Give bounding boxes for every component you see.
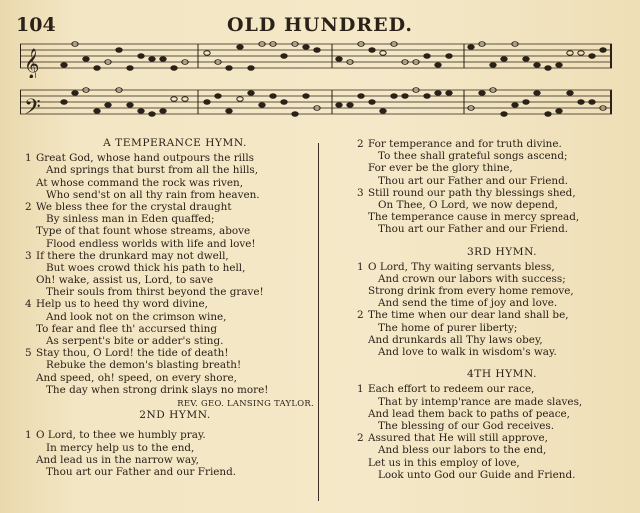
verse-text: And look not on the crimson wine, [46, 310, 227, 323]
verse-text: For temperance and for truth divine. [368, 138, 562, 150]
verse-text: Strong drink from every home remove, [368, 285, 574, 298]
verse-text: And send the time of joy and love. [378, 297, 558, 310]
verse-line [368, 223, 636, 235]
note-head [402, 94, 408, 99]
stanza-number: 5 [25, 347, 32, 360]
third-hymn-heading: 3RD HYMN. [466, 245, 538, 258]
note-head [127, 66, 133, 71]
note-head [567, 51, 573, 56]
note-head [149, 57, 155, 62]
fourth-hymn-stanzas [357, 383, 636, 481]
verse-text: Their souls from thirst beyond the grave! [46, 286, 264, 299]
verse-text: Rebuke the demon's blasting breath! [46, 359, 242, 372]
note-head [534, 63, 540, 68]
note-head [358, 94, 364, 99]
note-head [501, 112, 507, 117]
verse-line [368, 420, 636, 432]
verse-line [25, 200, 314, 213]
note-head [380, 51, 386, 56]
verse-text: Look unto God our Guide and Friend. [378, 468, 576, 481]
note-head [281, 54, 287, 59]
stanza-number: 2 [25, 200, 32, 213]
verse-text: And love to walk in wisdom's way. [378, 346, 557, 359]
note-head [479, 91, 485, 96]
note-head [578, 100, 584, 105]
verse-line [368, 469, 636, 481]
note-head [336, 57, 342, 62]
verse-line [36, 164, 314, 176]
verse-text: And speed, oh! speed, on every shore, [36, 371, 237, 384]
note-head [171, 66, 177, 71]
treble-clef-icon: 𝄞 [24, 49, 40, 78]
verse-line [357, 309, 636, 322]
verse-line [368, 396, 636, 408]
verse-text: By sinless man in Eden quaffed; [46, 213, 215, 226]
verse-line [25, 347, 314, 360]
note-head [424, 94, 430, 99]
note-head [347, 103, 353, 108]
verse-line [368, 211, 636, 223]
verse-line [25, 429, 314, 442]
note-head [303, 45, 309, 50]
note-head [369, 100, 375, 105]
music-staff-lower [20, 84, 612, 124]
note-head [567, 91, 573, 96]
verse-line [357, 186, 636, 199]
verse-line [25, 152, 314, 165]
note-head [61, 100, 67, 105]
note-head [248, 66, 254, 71]
verse-text: Thou art our Father and our Friend. [46, 465, 237, 478]
note-head [435, 91, 441, 96]
note-head [534, 91, 540, 96]
stanza-number: 3 [357, 186, 364, 199]
verse-text: The blessing of our God receives. [378, 419, 555, 432]
verse-line [36, 177, 314, 189]
note-head [292, 112, 298, 117]
verse-line [368, 162, 636, 174]
note-head [468, 45, 474, 50]
stanza-number: 1 [25, 152, 32, 165]
verse-text: Thou art our Father and our Friend. [378, 223, 569, 236]
verse-text: And drunkards all Thy laws obey, [368, 333, 543, 346]
verse-text: Help us to heed thy word divine, [36, 298, 208, 311]
verse-line [25, 298, 314, 311]
note-head [336, 103, 342, 108]
note-head [237, 45, 243, 50]
fourth-hymn-heading: 4TH HYMN. [467, 368, 537, 381]
note-head [226, 109, 232, 114]
verse-line [357, 138, 636, 150]
second-hymn-heading: 2ND HYMN. [139, 409, 211, 422]
verse-text: But woes crowd thick his path to hell, [46, 261, 246, 274]
verse-line [36, 454, 314, 466]
verse-line [36, 274, 314, 286]
note-head [314, 48, 320, 53]
verse-line [36, 442, 314, 454]
verse-text: The day when strong drink slays no more! [46, 383, 269, 396]
page-number: 104 [16, 14, 56, 36]
note-head [94, 109, 100, 114]
left-stanzas [25, 152, 314, 396]
verse-line [36, 286, 314, 298]
note-head [545, 66, 551, 71]
note-head [281, 100, 287, 105]
hymn-heading: A TEMPERANCE HYMN. [103, 137, 247, 149]
stanza-number: 3 [25, 249, 32, 262]
left-column [25, 137, 314, 478]
verse-line [36, 466, 314, 478]
stanza-number: 2 [357, 432, 364, 445]
verse-line [368, 285, 636, 297]
note-head [435, 63, 441, 68]
note-head [589, 100, 595, 105]
verse-line [36, 384, 314, 396]
verse-line [357, 383, 636, 396]
verse-line [36, 372, 314, 384]
verse-line [368, 199, 636, 211]
verse-line [25, 249, 314, 262]
note-head [501, 57, 507, 62]
note-head [204, 51, 210, 56]
stanza-number: 1 [25, 429, 32, 442]
verse-text: And crown our labors with success; [378, 272, 566, 285]
verse-text: Thou art our Father and our Friend. [378, 174, 569, 187]
verse-text: To thee shall grateful songs ascend; [378, 150, 568, 163]
verse-text: Great God, whose hand outpours the rills [36, 152, 254, 165]
note-head [160, 109, 166, 114]
note-head [204, 100, 210, 105]
note-head [523, 57, 529, 62]
verse-text: And lead us in the narrow way, [36, 453, 199, 466]
verse-text: The time when our dear land shall be, [368, 309, 569, 322]
verse-line [36, 311, 314, 323]
note-head [380, 109, 386, 114]
verse-line [368, 322, 636, 334]
note-head [105, 103, 111, 108]
stanza-number: 1 [357, 260, 364, 273]
verse-text: Flood endless worlds with life and love! [46, 237, 256, 250]
note-head [248, 91, 254, 96]
verse-line [36, 225, 314, 237]
note-head [83, 57, 89, 62]
verse-text: That by intemp'rance are made slaves, [378, 395, 583, 408]
verse-text: On Thee, O Lord, we now depend, [378, 198, 558, 211]
page-title: OLD HUNDRED. [226, 14, 414, 36]
note-head [446, 54, 452, 59]
verse-line [368, 346, 636, 358]
note-head [512, 103, 518, 108]
note-head [72, 91, 78, 96]
verse-line [36, 262, 314, 274]
note-head [545, 112, 551, 117]
verse-line [357, 260, 636, 273]
stanza-number: 1 [357, 383, 364, 396]
verse-line [36, 359, 314, 371]
verse-text: Type of that fount whose streams, above [36, 225, 251, 238]
verse-line [368, 457, 636, 469]
note-head [138, 109, 144, 114]
note-head [556, 109, 562, 114]
note-head [182, 97, 188, 102]
verse-text: To fear and flee th' accursed thing [36, 322, 218, 335]
bass-clef-icon: 𝄢 [24, 95, 41, 124]
note-head [556, 63, 562, 68]
verse-text: Assured that He will still approve, [368, 432, 548, 445]
note-head [424, 54, 430, 59]
verse-text: If there the drunkard may not dwell, [36, 249, 229, 262]
verse-text: Stay thou, O Lord! the tide of death! [36, 347, 229, 360]
right-column [357, 138, 636, 481]
verse-line [357, 432, 636, 445]
verse-line [368, 273, 636, 285]
verse-text: Who send'st on all thy rain from heaven. [46, 188, 260, 201]
verse-line [368, 150, 636, 162]
stanza-number: 2 [357, 309, 364, 322]
third-hymn-stanzas [357, 260, 636, 359]
note-head [237, 97, 243, 102]
verse-text: Oh! wake, assist us, Lord, to save [36, 274, 214, 287]
verse-text: The temperance cause in mercy spread, [368, 211, 580, 224]
music-notation-upper [20, 38, 612, 78]
verse-line [368, 444, 636, 456]
note-head [600, 48, 606, 53]
note-head [94, 66, 100, 71]
note-head [523, 100, 529, 105]
verse-text: O Lord, to thee we humbly pray. [36, 429, 206, 442]
note-head [578, 51, 584, 56]
verse-text: Let us in this employ of love, [368, 456, 520, 469]
verse-text: And bless our labors to the end, [378, 444, 547, 457]
verse-text: As serpent's bite or adder's sting. [46, 335, 224, 348]
note-head [116, 48, 122, 53]
note-head [226, 66, 232, 71]
verse-text: We bless thee for the crystal draught [36, 200, 232, 213]
note-head [160, 57, 166, 62]
note-head [149, 112, 155, 117]
verse-line [368, 175, 636, 187]
verse-line [36, 335, 314, 347]
column-divider [318, 143, 319, 501]
note-head [270, 94, 276, 99]
note-head [369, 48, 375, 53]
verse-text: For ever be the glory thine, [368, 162, 513, 175]
verse-line [36, 323, 314, 335]
note-head [490, 63, 496, 68]
verse-text: Still round our path thy blessings shed, [368, 186, 576, 199]
verse-line [36, 213, 314, 225]
note-head [259, 103, 265, 108]
verse-line [368, 297, 636, 309]
verse-text: Each effort to redeem our race, [368, 383, 535, 396]
note-head [391, 94, 397, 99]
verse-text: And springs that burst from all the hills, [46, 164, 259, 177]
verse-text: The home of purer liberty; [378, 321, 518, 334]
verse-line [368, 408, 636, 420]
note-head [61, 63, 67, 68]
stanza-number: 2 [357, 138, 364, 150]
music-notation-lower [20, 84, 612, 124]
verse-text: In mercy help us to the end, [46, 441, 195, 454]
stanza-number: 4 [25, 298, 32, 311]
note-head [171, 97, 177, 102]
verse-line [36, 189, 314, 201]
music-staff-upper [20, 38, 612, 78]
note-head [589, 54, 595, 59]
note-head [138, 54, 144, 59]
verse-line [368, 334, 636, 346]
note-head [215, 94, 221, 99]
verse-text: At whose command the rock was riven, [36, 176, 244, 189]
hymn-author: REV. GEO. LANSING TAYLOR. [177, 397, 314, 408]
note-head [127, 103, 133, 108]
second-hymn-stanzas [25, 429, 314, 478]
right-stanzas-a [357, 138, 636, 236]
verse-text: O Lord, Thy waiting servants bless, [368, 260, 555, 273]
note-head [303, 94, 309, 99]
note-head [446, 91, 452, 96]
verse-text: And lead them back to paths of peace, [368, 407, 570, 420]
verse-line [36, 238, 314, 250]
